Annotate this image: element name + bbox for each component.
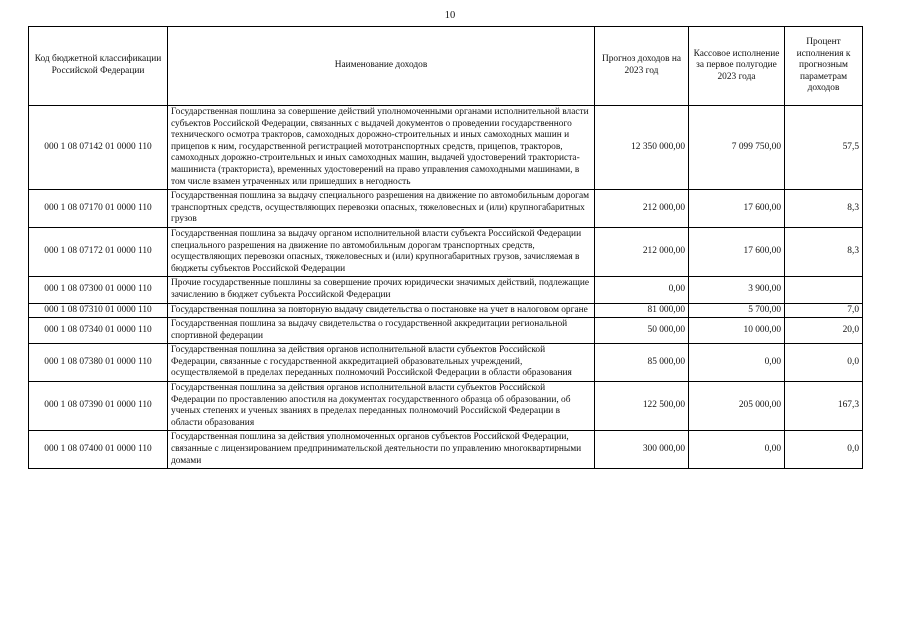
- table-row: [29, 277, 863, 303]
- row-cash: 10 000,00: [689, 318, 785, 344]
- row-percent: 167,3: [785, 382, 863, 431]
- table-row: [29, 344, 863, 382]
- row-name: Государственная пошлина за совершение действий уполномоченными органами исполнительной власти субъектов Российской Федерации, связанных с выдачей документов о проведении государственного технического осмотра тракторов, самоходных дорожно-строительных и иных самоходных машин и прицепов к ним, государственной регистрацией мототранспортных средств, прицепов, тракторов, самоходных дорожно-строительных и иных самоходных машин, выдачей удостоверений тракториста-машиниста (тракториста), временных удостоверений на право управления самоходными машинами, в том числе взамен утраченных или пришедших в негодность: [168, 106, 595, 190]
- row-code: 000 1 08 07390 01 0000 110: [29, 382, 168, 431]
- row-code: 000 1 08 07170 01 0000 110: [29, 190, 168, 228]
- row-code: 000 1 08 07172 01 0000 110: [29, 227, 168, 276]
- row-code: 000 1 08 07400 01 0000 110: [29, 431, 168, 469]
- table-row: [29, 431, 863, 469]
- row-cash: 17 600,00: [689, 190, 785, 228]
- row-cash: 7 099 750,00: [689, 106, 785, 190]
- table-row: [29, 106, 863, 190]
- table-row: [29, 382, 863, 431]
- row-cash: 0,00: [689, 344, 785, 382]
- row-code: 000 1 08 07310 01 0000 110: [29, 303, 168, 318]
- row-percent: 8,3: [785, 227, 863, 276]
- header-percent: Процент исполнения к прогнозным параметрам доходов: [785, 27, 863, 106]
- row-name: Прочие государственные пошлины за совершение прочих юридически значимых действий, подлежащие зачислению в бюджет субъекта Российской Федерации: [168, 277, 595, 303]
- row-code: 000 1 08 07340 01 0000 110: [29, 318, 168, 344]
- row-name: Государственная пошлина за действия органов исполнительной власти субъектов Российской Федерации по проставлению апостиля на документах государственного образца об образовании, об ученых степенях и ученых званиях в пределах переданных полномочий Российской Федерации в области образования: [168, 382, 595, 431]
- row-cash: 17 600,00: [689, 227, 785, 276]
- row-cash: 205 000,00: [689, 382, 785, 431]
- row-name: Государственная пошлина за выдачу органом исполнительной власти субъекта Российской Федерации специального разрешения на движение по автомобильным дорогам транспортных средств, осуществляющих перевозки опасных, тяжеловесных и (или) крупногабаритных грузов, зачисляемая в бюджеты субъектов Российской Федерации: [168, 227, 595, 276]
- row-forecast: 50 000,00: [595, 318, 689, 344]
- table-row: [29, 227, 863, 276]
- row-cash: 5 700,00: [689, 303, 785, 318]
- header-code: Код бюджетной классификации Российской Федерации: [29, 27, 168, 106]
- row-forecast: 81 000,00: [595, 303, 689, 318]
- row-name: Государственная пошлина за выдачу свидетельства о государственной аккредитации региональной спортивной федерации: [168, 318, 595, 344]
- row-code: 000 1 08 07380 01 0000 110: [29, 344, 168, 382]
- table-row: [29, 190, 863, 228]
- row-forecast: 0,00: [595, 277, 689, 303]
- table-row: [29, 303, 863, 318]
- page-number: 10: [444, 10, 456, 21]
- header-cash: Кассовое исполнение за первое полугодие 2023 года: [689, 27, 785, 106]
- revenue-table: [28, 26, 863, 469]
- row-code: 000 1 08 07300 01 0000 110: [29, 277, 168, 303]
- row-name: Государственная пошлина за действия органов исполнительной власти субъектов Российской Федерации, связанные с государственной аккредитацией образовательных учреждений, осуществляемой в пределах переданных полномочий Российской Федерации в области образования: [168, 344, 595, 382]
- row-percent: 57,5: [785, 106, 863, 190]
- table-row: [29, 318, 863, 344]
- header-name: Наименование доходов: [168, 27, 595, 106]
- row-name: Государственная пошлина за выдачу специального разрешения на движение по автомобильным дорогам транспортных средств, осуществляющих перевозки опасных, тяжеловесных и (или) крупногабаритных грузов: [168, 190, 595, 228]
- row-name: Государственная пошлина за повторную выдачу свидетельства о постановке на учет в налоговом органе: [168, 303, 595, 318]
- row-forecast: 85 000,00: [595, 344, 689, 382]
- row-percent: [785, 277, 863, 303]
- row-forecast: 212 000,00: [595, 190, 689, 228]
- row-cash: 0,00: [689, 431, 785, 469]
- row-forecast: 212 000,00: [595, 227, 689, 276]
- row-percent: 0,0: [785, 344, 863, 382]
- header-forecast: Прогноз доходов на 2023 год: [595, 27, 689, 106]
- row-name: Государственная пошлина за действия уполномоченных органов субъектов Российской Федерации, связанные с лицензированием предпринимательской деятельности по управлению многоквартирными домами: [168, 431, 595, 469]
- row-forecast: 12 350 000,00: [595, 106, 689, 190]
- row-code: 000 1 08 07142 01 0000 110: [29, 106, 168, 190]
- row-forecast: 300 000,00: [595, 431, 689, 469]
- row-percent: 7,0: [785, 303, 863, 318]
- table-header-row: [29, 27, 863, 106]
- row-percent: 8,3: [785, 190, 863, 228]
- row-percent: 20,0: [785, 318, 863, 344]
- row-forecast: 122 500,00: [595, 382, 689, 431]
- row-cash: 3 900,00: [689, 277, 785, 303]
- row-percent: 0,0: [785, 431, 863, 469]
